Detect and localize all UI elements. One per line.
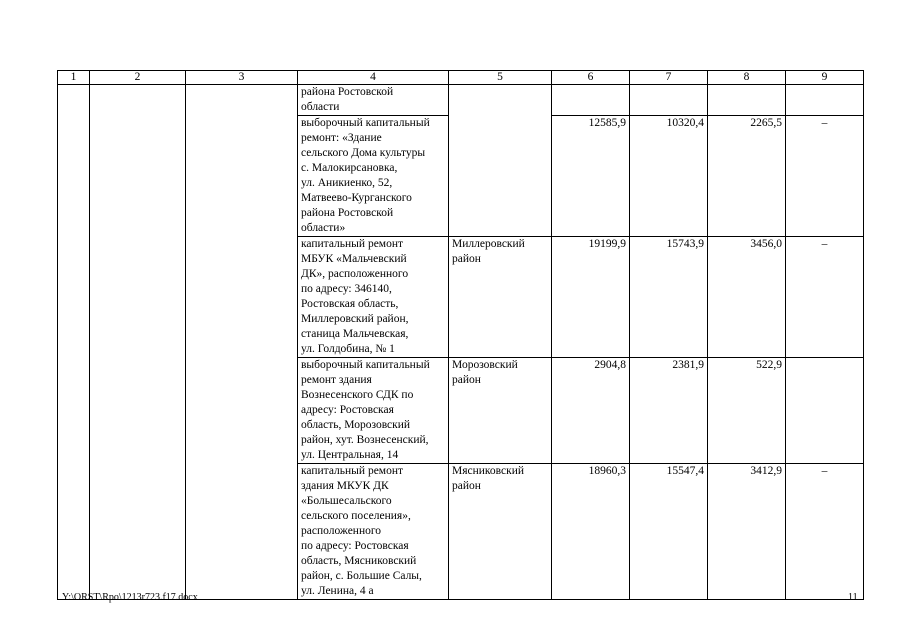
- column-header: 3: [186, 71, 298, 85]
- cell-col3: [186, 85, 298, 600]
- value-regional: [630, 85, 708, 116]
- column-header: 4: [298, 71, 449, 85]
- cell-col1: [58, 85, 90, 600]
- value-local: 2265,5: [708, 116, 786, 237]
- value-other: –: [786, 464, 864, 600]
- value-regional: 10320,4: [630, 116, 708, 237]
- object-description: района Ростовской области: [298, 85, 449, 116]
- value-local: 3412,9: [708, 464, 786, 600]
- value-other: [786, 85, 864, 116]
- value-other: –: [786, 237, 864, 358]
- object-description: капитальный ремонт здания МКУК ДК «Большесальского сельского поселения», расположенного по адресу: Ростовская область, Мясниковский район, с. Большие Салы, ул. Ленина, 4 а: [298, 464, 449, 600]
- value-regional: 2381,9: [630, 358, 708, 464]
- district-cell: [449, 85, 552, 237]
- column-header: 6: [552, 71, 630, 85]
- value-total: 18960,3: [552, 464, 630, 600]
- column-header: 8: [708, 71, 786, 85]
- value-regional: 15547,4: [630, 464, 708, 600]
- object-description: капитальный ремонт МБУК «Мальчевский ДК», расположенного по адресу: 346140, Ростовская область, Миллеровский район, станица Мальчевская, ул. Голдобина, № 1: [298, 237, 449, 358]
- value-local: 3456,0: [708, 237, 786, 358]
- column-header: 5: [449, 71, 552, 85]
- cell-col2: [90, 85, 186, 600]
- district-cell: Миллеровский район: [449, 237, 552, 358]
- district-cell: Морозовский район: [449, 358, 552, 464]
- column-header: 1: [58, 71, 90, 85]
- value-local: 522,9: [708, 358, 786, 464]
- budget-table: [57, 70, 864, 600]
- footer-file-path: Y:\ORST\Rpo\1213r723.f17.docx: [62, 592, 198, 603]
- table-row: [58, 85, 864, 116]
- header-row: [58, 71, 864, 85]
- column-header: 2: [90, 71, 186, 85]
- value-total: [552, 85, 630, 116]
- district-cell: Мясниковский район: [449, 464, 552, 600]
- value-other: [786, 358, 864, 464]
- value-local: [708, 85, 786, 116]
- object-description: выборочный капитальный ремонт: «Здание сельского Дома культуры с. Малокирсановка, ул. Аникиенко, 52, Матвеево-Курганского района Ростовской области»: [298, 116, 449, 237]
- object-description: выборочный капитальный ремонт здания Вознесенского СДК по адресу: Ростовская область, Морозовский район, хут. Вознесенский, ул. Центральная, 14: [298, 358, 449, 464]
- column-header: 9: [786, 71, 864, 85]
- column-header: 7: [630, 71, 708, 85]
- value-total: 12585,9: [552, 116, 630, 237]
- footer-page-number: 11: [848, 592, 858, 603]
- value-other: –: [786, 116, 864, 237]
- value-regional: 15743,9: [630, 237, 708, 358]
- value-total: 19199,9: [552, 237, 630, 358]
- value-total: 2904,8: [552, 358, 630, 464]
